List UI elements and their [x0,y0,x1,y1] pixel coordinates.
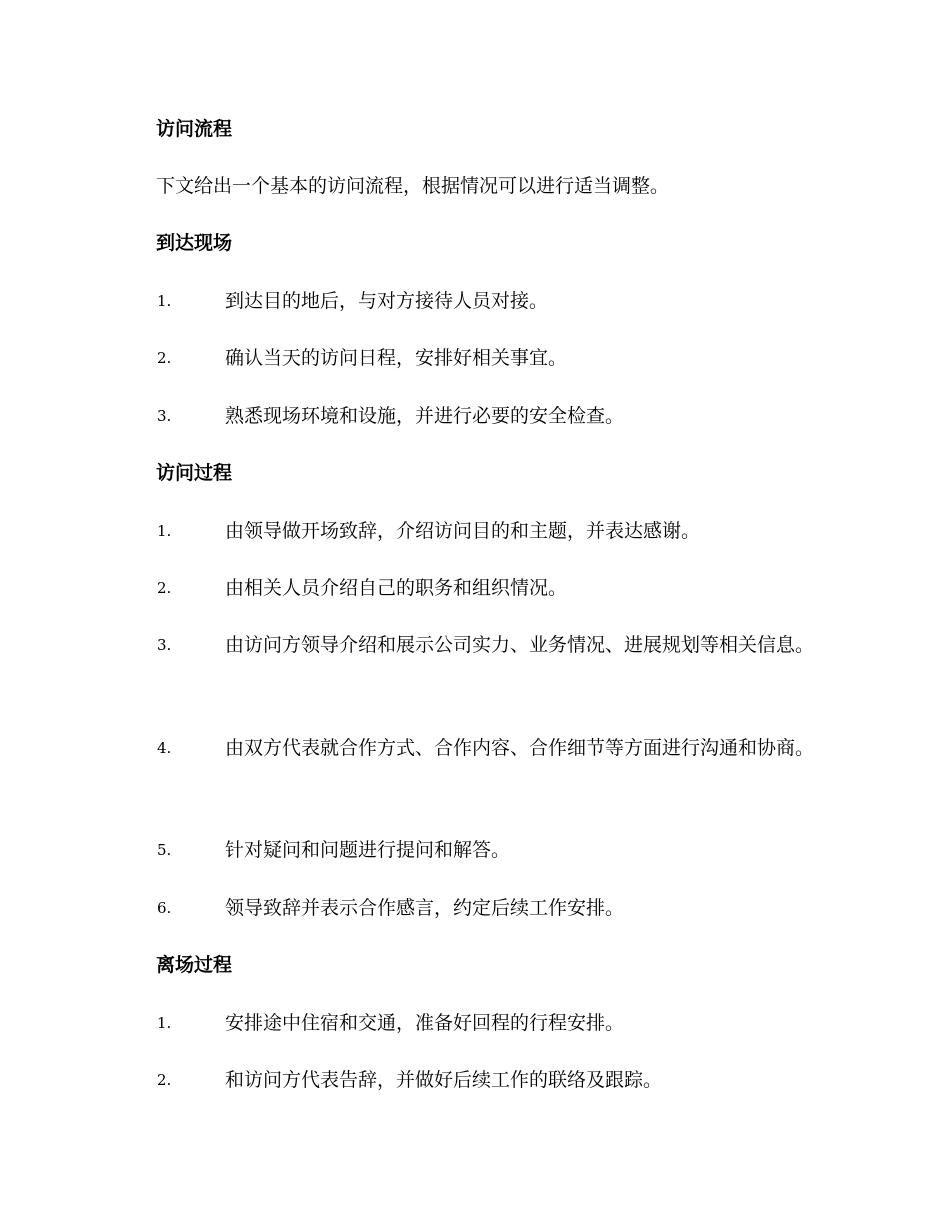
list-item [112,278,842,324]
list-item [112,565,842,611]
list-item-text: 由相关人员介绍自己的职务和组织情况。 [225,577,568,599]
list-item-text: 熟悉现场环境和设施，并进行必要的安全检查。 [225,405,625,427]
list-item-text: 针对疑问和问题进行提问和解答。 [225,839,511,861]
list-item-number: 5. [157,841,172,859]
list-item [112,335,842,381]
list-item [112,1000,842,1046]
list-item-number: 3. [157,407,172,425]
list-item [112,508,842,554]
list-item-text: 安排途中住宿和交通，准备好回程的行程安排。 [225,1012,625,1034]
list-item-text: 和访问方代表告辞，并做好后续工作的联络及跟踪。 [225,1069,663,1091]
list-item [112,885,842,931]
list-item-text: 领导致辞并表示合作感言，约定后续工作安排。 [225,897,625,919]
list-item [112,393,842,439]
list-item-text: 到达目的地后，与对方接待人员对接。 [225,290,549,312]
list-item-text: 由领导做开场致辞，介绍访问目的和主题，并表达感谢。 [225,520,701,542]
list-item [112,622,842,668]
list-item-number: 1. [157,1014,172,1032]
list-item [112,827,842,873]
list-item-text: 确认当天的访问日程，安排好相关事宜。 [225,347,568,369]
list-item-number: 2. [157,579,172,597]
intro-paragraph: 下文给出一个基本的访问流程，根据情况可以进行适当调整。 [156,175,670,197]
list-item-number: 1. [157,522,172,540]
list-item-number: 6. [157,899,172,917]
section-heading-visit: 访问过程 [156,462,233,484]
document-title: 访问流程 [156,118,233,140]
list-item-text: 由访问方领导介绍和展示公司实力、业务情况、进展规划等相关信息。 [225,634,815,656]
list-item-number: 4. [157,739,172,757]
list-item-number: 2. [157,349,172,367]
list-item-number: 3. [157,636,172,654]
list-item [112,1057,842,1103]
section-heading-departure: 离场过程 [156,954,233,976]
section-heading-arrival: 到达现场 [156,232,233,254]
list-item [112,725,842,771]
list-item-number: 2. [157,1071,172,1089]
list-item-number: 1. [157,292,172,310]
list-item-text: 由双方代表就合作方式、合作内容、合作细节等方面进行沟通和协商。 [225,737,815,759]
